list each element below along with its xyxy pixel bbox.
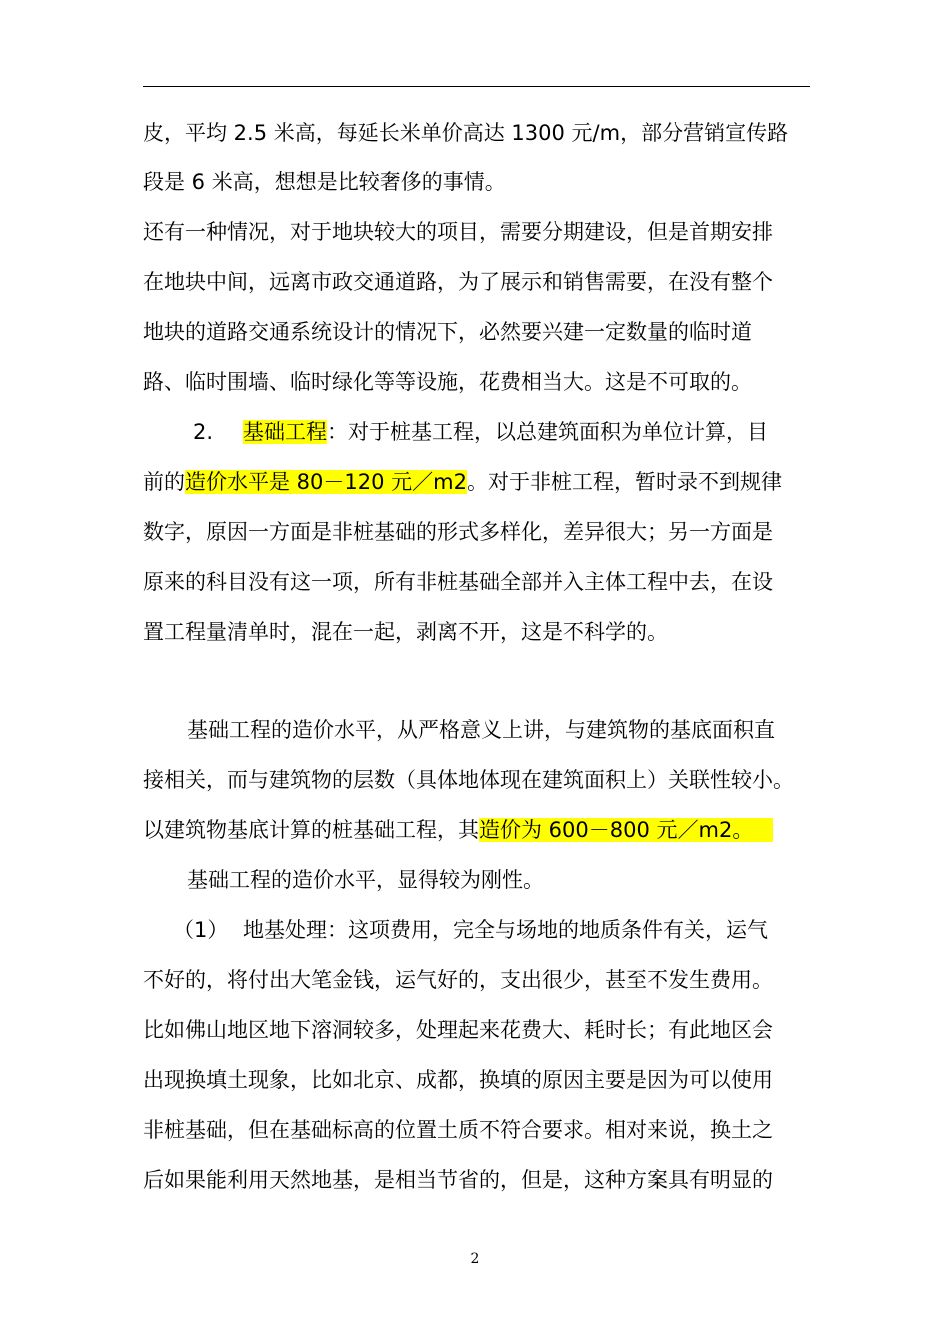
text-line: 置工程量清单时，混在一起，剥离不开，这是不科学的。 bbox=[143, 620, 668, 644]
text-line: 还有一种情况，对于地块较大的项目，需要分期建设，但是首期安排 bbox=[143, 220, 773, 244]
text-line: 后如果能利用天然地基，是相当节省的，但是，这种方案具有明显的 bbox=[143, 1168, 773, 1192]
section-number: 2. bbox=[193, 420, 214, 444]
text-line: 路、临时围墙、临时绿化等等设施，花费相当大。这是不可取的。 bbox=[143, 370, 752, 394]
text-span: ：对于桩基工程，以总建筑面积为单位计算，目 bbox=[327, 420, 768, 444]
text-line: 地块的道路交通系统设计的情况下，必然要兴建一定数量的临时道 bbox=[143, 320, 752, 344]
highlighted-price: 造价为 600－800 元／m2。 bbox=[479, 818, 773, 842]
section-heading-line bbox=[143, 415, 810, 449]
text-line: 段是 6 米高，想想是比较奢侈的事情。 bbox=[143, 170, 506, 194]
text-line: 皮，平均 2.5 米高，每延长米单价高达 1300 元/m，部分营销宣传路 bbox=[143, 121, 789, 145]
text-line bbox=[143, 813, 810, 847]
highlighted-price: 造价水平是 80－120 元／m2 bbox=[185, 470, 467, 494]
text-line: 非桩基础，但在基础标高的位置土质不符合要求。相对来说，换土之 bbox=[143, 1118, 773, 1142]
text-line: 在地块中间，远离市政交通道路，为了展示和销售需要，在没有整个 bbox=[143, 270, 773, 294]
text-span: 前的 bbox=[143, 470, 185, 494]
subsection-number: （1） bbox=[173, 918, 229, 942]
text-line: 原来的科目没有这一项，所有非桩基础全部并入主体工程中去，在设 bbox=[143, 570, 773, 594]
text-line bbox=[143, 465, 810, 499]
text-line: 数字，原因一方面是非桩基础的形式多样化，差异很大；另一方面是 bbox=[143, 520, 773, 544]
highlighted-heading: 基础工程 bbox=[243, 420, 327, 444]
subsection-line bbox=[143, 913, 810, 947]
text-span: 。对于非桩工程，暂时录不到规律 bbox=[466, 470, 782, 494]
header-rule bbox=[143, 86, 810, 87]
text-line: 基础工程的造价水平，显得较为刚性。 bbox=[187, 868, 544, 892]
text-line: 不好的，将付出大笔金钱，运气好的，支出很少，甚至不发生费用。 bbox=[143, 968, 773, 992]
page-number: 2 bbox=[470, 1251, 480, 1267]
text-line: 出现换填土现象，比如北京、成都，换填的原因主要是因为可以使用 bbox=[143, 1068, 773, 1092]
text-line: 基础工程的造价水平，从严格意义上讲，与建筑物的基底面积直 bbox=[187, 718, 775, 742]
text-span: 以建筑物基底计算的桩基础工程，其 bbox=[143, 818, 479, 842]
text-span: 地基处理：这项费用，完全与场地的地质条件有关，运气 bbox=[243, 918, 768, 942]
text-line: 比如佛山地区地下溶洞较多，处理起来花费大、耗时长；有此地区会 bbox=[143, 1018, 773, 1042]
text-line: 接相关，而与建筑物的层数（具体地体现在建筑面积上）关联性较小。 bbox=[143, 768, 794, 792]
